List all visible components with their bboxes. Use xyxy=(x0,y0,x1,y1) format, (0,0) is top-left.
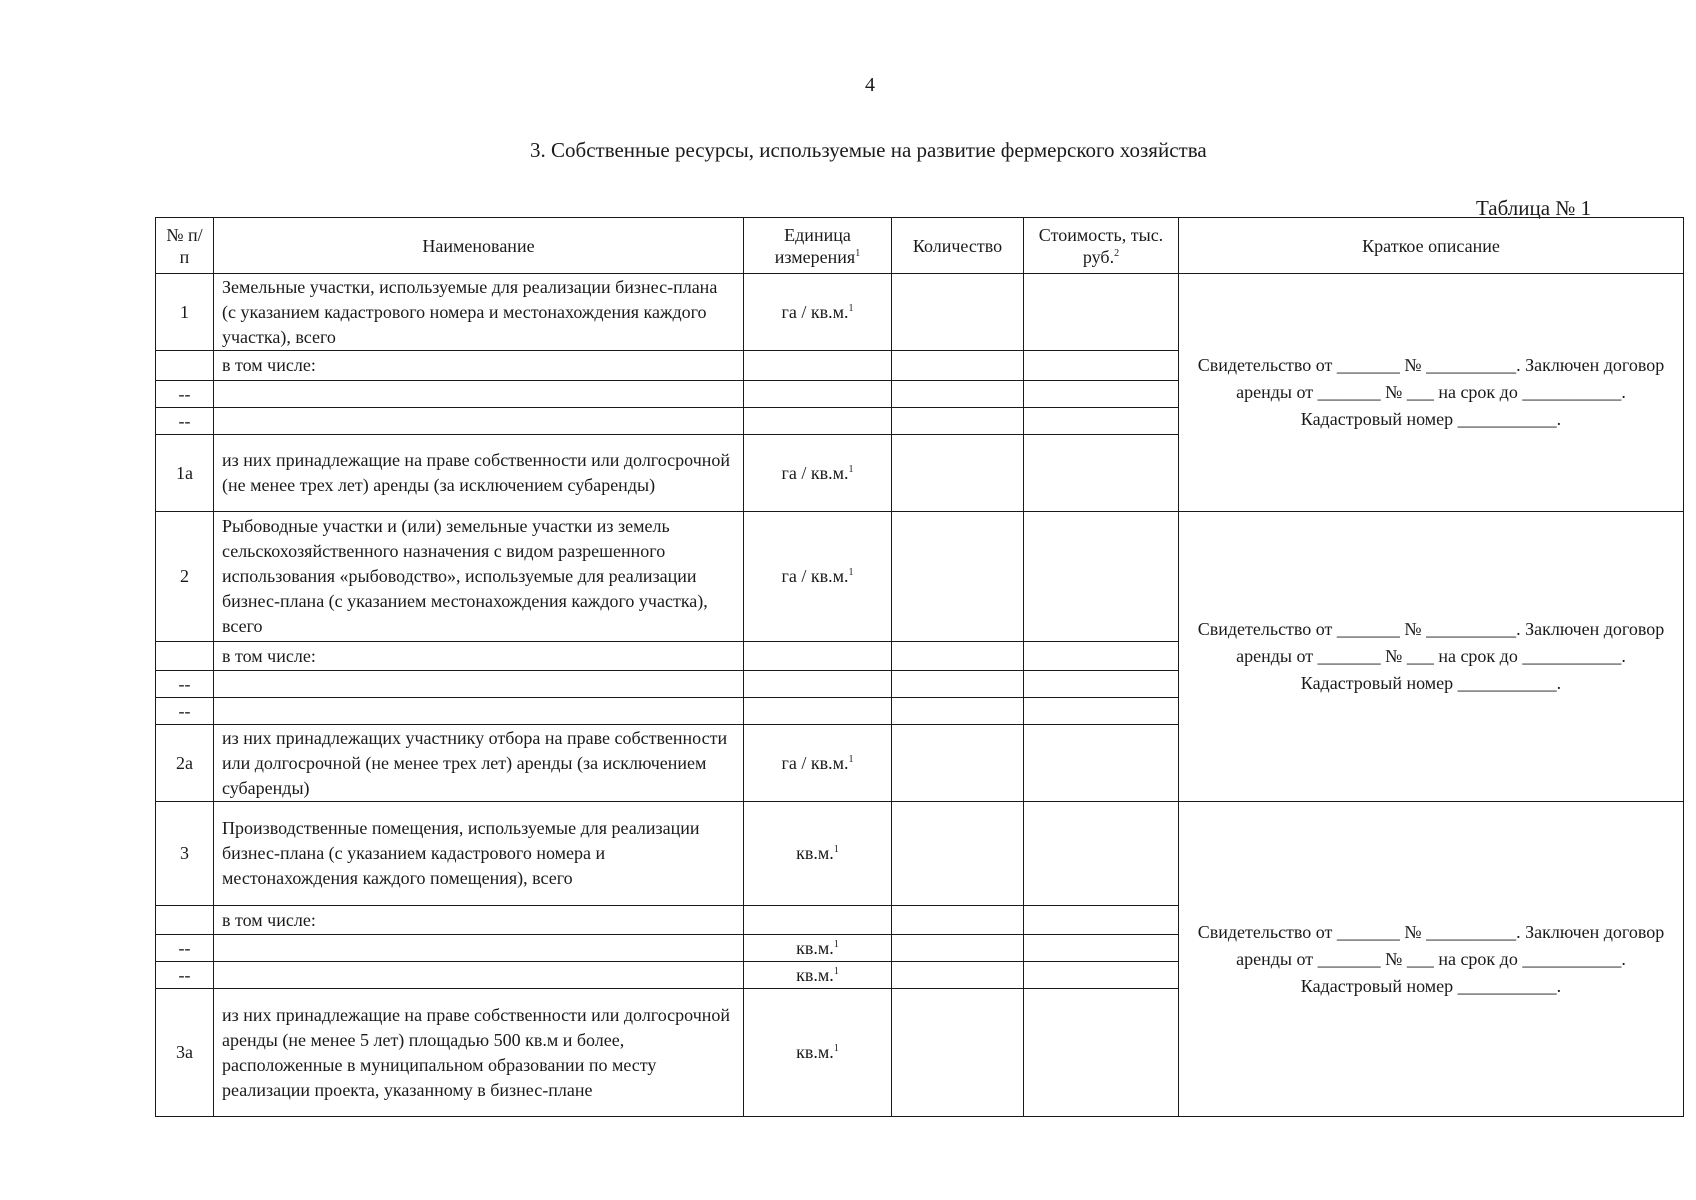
row-unit xyxy=(744,274,892,351)
cost-cell xyxy=(1024,802,1179,906)
quantity-cell xyxy=(892,408,1024,435)
row-unit-footnote: 1 xyxy=(833,938,839,950)
section-title: 3. Собственные ресурсы, используемые на развитие фермерского хозяйства xyxy=(530,138,1207,162)
page-number: 4 xyxy=(865,74,875,96)
header-description: Краткое описание xyxy=(1179,218,1684,274)
name-cell xyxy=(214,408,744,435)
name-cell xyxy=(214,698,744,725)
unit-cell xyxy=(744,698,892,725)
cost-cell xyxy=(1024,671,1179,698)
row-number: 3 xyxy=(156,802,214,906)
header-cost xyxy=(1024,218,1179,274)
quantity-cell xyxy=(892,274,1024,351)
row-name: в том числе: xyxy=(214,351,744,381)
row-name: из них принадлежащие на праве собственности или долгосрочной (не менее трех лет) аренды (за исключением субаренды) xyxy=(214,435,744,512)
description-cell-group2 xyxy=(1179,512,1684,802)
quantity-cell xyxy=(892,381,1024,408)
row-number: -- xyxy=(156,935,214,962)
row-unit xyxy=(744,725,892,802)
header-quantity: Количество xyxy=(892,218,1024,274)
row-number xyxy=(156,642,214,671)
row-unit xyxy=(744,935,892,962)
row-unit-footnote: 1 xyxy=(833,965,839,977)
quantity-cell xyxy=(892,906,1024,935)
header-number: № п/п xyxy=(156,218,214,274)
cost-cell xyxy=(1024,512,1179,642)
quantity-cell xyxy=(892,725,1024,802)
table-label: Таблица № 1 xyxy=(1476,196,1592,220)
description-text: Свидетельство от _______ № __________. Заключен договор аренды от _______ № ___ на срок до ___________. Кадастровый номер ___________. xyxy=(1197,355,1665,429)
row-unit-footnote: 1 xyxy=(848,753,854,765)
row-unit xyxy=(744,512,892,642)
row-unit-footnote: 1 xyxy=(848,567,854,578)
quantity-cell xyxy=(892,935,1024,962)
unit-cell xyxy=(744,642,892,671)
row-unit-footnote: 1 xyxy=(848,463,854,475)
name-cell xyxy=(214,962,744,989)
unit-cell xyxy=(744,408,892,435)
row-number xyxy=(156,351,214,381)
row-unit-label: кв.м. xyxy=(796,1042,834,1062)
row-name: Рыбоводные участки и (или) земельные участки из земель сельскохозяйственного назначения с видом разрешенного использования «рыбоводство», используемые для реализации бизнес-плана (с указанием местонахождения каждого участка), всего xyxy=(214,512,744,642)
row-number: -- xyxy=(156,698,214,725)
row-number: -- xyxy=(156,381,214,408)
header-cost-label: Стоимость, тыс. руб. xyxy=(1038,224,1164,267)
row-unit-label: га / кв.м. xyxy=(781,462,849,483)
cost-cell xyxy=(1024,906,1179,935)
row-unit xyxy=(744,435,892,512)
name-cell xyxy=(214,381,744,408)
row-name: в том числе: xyxy=(214,642,744,671)
row-name: Производственные помещения, используемые для реализации бизнес-плана (с указанием кадастрового номера и местонахождения каждого помещения), всего xyxy=(214,802,744,906)
row-name: из них принадлежащих участнику отбора на праве собственности или долгосрочной (не менее трех лет) аренды (за исключением субаренды) xyxy=(214,725,744,802)
resources-table xyxy=(155,217,1684,1117)
table-row xyxy=(156,512,1684,642)
header-name: Наименование xyxy=(214,218,744,274)
row-unit-label: кв.м. xyxy=(796,843,834,863)
row-unit-footnote: 1 xyxy=(833,1043,839,1054)
row-unit-label: кв.м. xyxy=(796,964,834,985)
row-unit xyxy=(744,989,892,1117)
quantity-cell xyxy=(892,351,1024,381)
row-unit-label: кв.м. xyxy=(796,937,834,958)
cost-cell xyxy=(1024,642,1179,671)
row-name: Земельные участки, используемые для реализации бизнес-плана (с указанием кадастрового номера и местонахождения каждого участка), всего xyxy=(214,274,744,351)
quantity-cell xyxy=(892,642,1024,671)
quantity-cell xyxy=(892,698,1024,725)
row-unit xyxy=(744,802,892,906)
cost-cell xyxy=(1024,408,1179,435)
row-number: 3а xyxy=(156,989,214,1117)
quantity-cell xyxy=(892,512,1024,642)
table-header-row xyxy=(156,218,1684,274)
cost-cell xyxy=(1024,435,1179,512)
quantity-cell xyxy=(892,989,1024,1117)
unit-cell xyxy=(744,351,892,381)
header-cost-footnote: 2 xyxy=(1114,247,1120,259)
quantity-cell xyxy=(892,962,1024,989)
description-text: Свидетельство от _______ № __________. Заключен договор аренды от _______ № ___ на срок до ___________. Кадастровый номер ___________. xyxy=(1197,921,1665,996)
row-unit-label: га / кв.м. xyxy=(781,566,849,586)
cost-cell xyxy=(1024,962,1179,989)
quantity-cell xyxy=(892,671,1024,698)
row-number xyxy=(156,906,214,935)
quantity-cell xyxy=(892,802,1024,906)
row-unit-footnote: 1 xyxy=(848,302,854,314)
unit-cell xyxy=(744,906,892,935)
row-number: -- xyxy=(156,408,214,435)
row-number: 1а xyxy=(156,435,214,512)
unit-cell xyxy=(744,671,892,698)
description-text: Свидетельство от _______ № __________. Заключен договор аренды от _______ № ___ на срок до ___________. Кадастровый номер ___________. xyxy=(1197,619,1665,693)
name-cell xyxy=(214,671,744,698)
row-unit-label: га / кв.м. xyxy=(781,301,849,322)
row-number: -- xyxy=(156,962,214,989)
row-unit-footnote: 1 xyxy=(833,844,839,855)
table-row xyxy=(156,274,1684,351)
header-unit-label: Единица измерения xyxy=(774,224,856,267)
description-cell-group1 xyxy=(1179,274,1684,512)
row-number: -- xyxy=(156,671,214,698)
cost-cell xyxy=(1024,698,1179,725)
name-cell xyxy=(214,935,744,962)
cost-cell xyxy=(1024,351,1179,381)
cost-cell xyxy=(1024,274,1179,351)
unit-cell xyxy=(744,381,892,408)
quantity-cell xyxy=(892,435,1024,512)
row-number: 2а xyxy=(156,725,214,802)
row-name: в том числе: xyxy=(214,906,744,935)
cost-cell xyxy=(1024,381,1179,408)
row-unit xyxy=(744,962,892,989)
description-cell-group3 xyxy=(1179,802,1684,1117)
header-unit xyxy=(744,218,892,274)
table-row xyxy=(156,802,1684,906)
cost-cell xyxy=(1024,935,1179,962)
header-unit-footnote: 1 xyxy=(855,247,861,259)
cost-cell xyxy=(1024,989,1179,1117)
cost-cell xyxy=(1024,725,1179,802)
row-number: 1 xyxy=(156,274,214,351)
row-number: 2 xyxy=(156,512,214,642)
row-name: из них принадлежащие на праве собственности или долгосрочной аренды (не менее 5 лет) площадью 500 кв.м и более, расположенные в муниципальном образовании по месту реализации проекта, указанному в бизнес-плане xyxy=(214,989,744,1117)
row-unit-label: га / кв.м. xyxy=(781,752,849,773)
